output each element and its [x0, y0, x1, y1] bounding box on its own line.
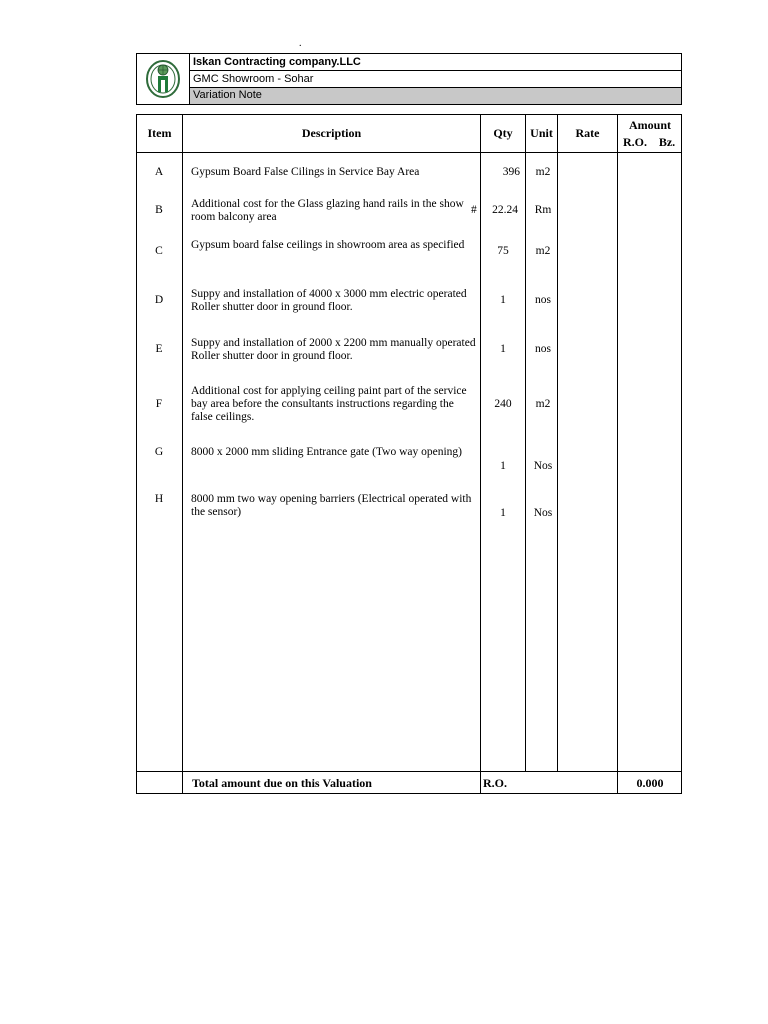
total-label: Total amount due on this Valuation: [192, 776, 372, 790]
row-h-unit: Nos: [533, 507, 553, 519]
company-logo: [137, 54, 190, 104]
row-e-description: Suppy and installation of 2000 x 2200 mm manually operated Roller shutter door in ground floor.: [191, 337, 476, 362]
col-header-ro: R.O.: [623, 135, 647, 149]
row-b-item: B: [155, 204, 163, 216]
header-rule: [137, 152, 681, 153]
row-c-qty: 75: [497, 245, 509, 257]
row-c-description: Gypsum board false ceilings in showroom area as specified: [191, 239, 465, 251]
col-divider-rate: [617, 115, 618, 793]
document-header: [136, 53, 682, 105]
row-h-item: H: [154, 493, 164, 505]
logo-emblem-icon: [145, 58, 181, 100]
row-c-item: C: [155, 245, 163, 257]
col-divider-item: [182, 115, 183, 793]
variation-table: [136, 114, 682, 794]
col-header-amount: Amount: [628, 118, 671, 132]
row-f-qty: 240: [494, 398, 512, 410]
company-name: Iskan Contracting company.LLC: [190, 54, 681, 71]
row-g-description: 8000 x 2000 mm sliding Entrance gate (Two way opening): [191, 446, 462, 458]
total-amount: 0.000: [636, 776, 664, 790]
project-name: GMC Showroom - Sohar: [190, 71, 681, 88]
row-a-description: Gypsum Board False Cilings in Service Bay Area: [191, 166, 420, 178]
row-a-item: A: [154, 166, 164, 178]
row-b-qty: 22.24: [492, 204, 518, 216]
row-d-unit: nos: [535, 294, 551, 306]
col-header-bz: Bz.: [658, 135, 676, 149]
row-b-unit: Rm: [534, 204, 552, 216]
row-h-description: 8000 mm two way opening barriers (Electrical operated with the sensor): [191, 493, 472, 518]
document-type: Variation Note: [190, 88, 681, 104]
col-header-rate: Rate: [575, 126, 600, 140]
row-f-item: F: [155, 398, 163, 410]
col-header-item: Item: [147, 126, 172, 140]
row-f-description: Additional cost for applying ceiling paint part of the service bay area before the consultants instructions regarding the false ceilings.: [191, 385, 467, 423]
row-d-qty: 1: [500, 294, 506, 306]
row-a-qty: 396: [502, 166, 520, 178]
row-c-unit: m2: [535, 245, 551, 257]
row-h-qty: 1: [500, 507, 506, 519]
row-b-description: Additional cost for the Glass glazing hand rails in the show room balcony area: [191, 198, 464, 223]
col-header-qty: Qty: [493, 126, 513, 140]
col-header-unit: Unit: [530, 126, 553, 140]
row-a-unit: m2: [535, 166, 551, 178]
row-b-qty-prefix: #: [471, 204, 477, 216]
row-g-item: G: [154, 446, 164, 458]
row-d-description: Suppy and installation of 4000 x 3000 mm electric operated Roller shutter door in ground floor.: [191, 288, 467, 313]
row-g-qty: 1: [500, 460, 506, 472]
row-d-item: D: [154, 294, 164, 306]
total-currency: R.O.: [483, 776, 507, 790]
col-header-description: Description: [301, 126, 362, 140]
row-e-unit: nos: [535, 343, 551, 355]
row-f-unit: m2: [535, 398, 551, 410]
stray-dot: .: [299, 38, 302, 49]
row-e-item: E: [155, 343, 163, 355]
row-g-unit: Nos: [533, 460, 553, 472]
row-e-qty: 1: [500, 343, 506, 355]
total-rule: [137, 771, 681, 772]
